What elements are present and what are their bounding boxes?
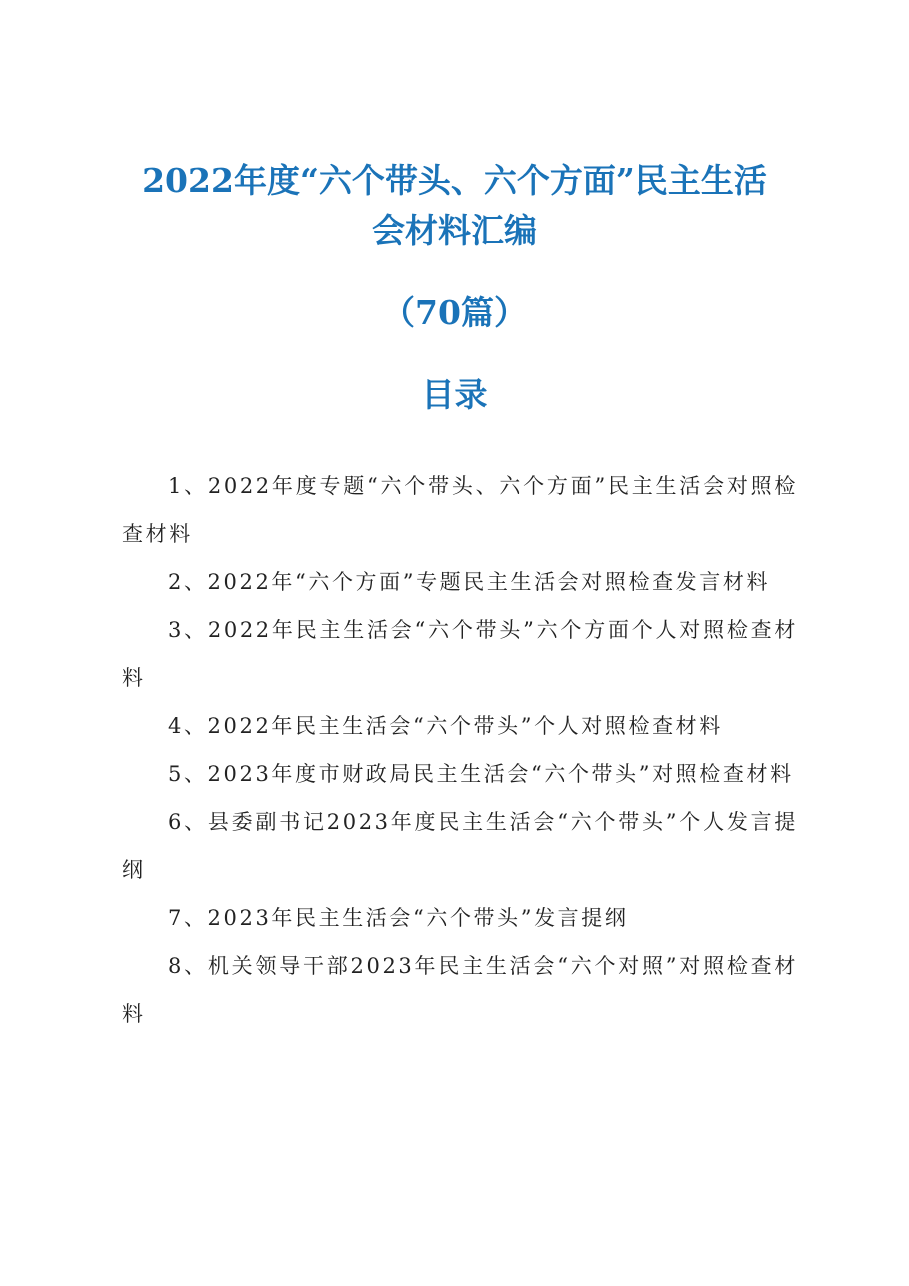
toc-heading: 目录 — [421, 375, 488, 414]
toc-item: 7、2023年民主生活会“六个带头”发言提纲 — [168, 906, 629, 930]
toc-item: 3、2022年民主生活会“六个带头”六个方面个人对照检查材料 — [122, 618, 798, 690]
toc-item: 6、县委副书记2023年度民主生活会“六个带头”个人发言提纲 — [122, 810, 798, 882]
table-of-contents — [122, 462, 798, 1038]
toc-item: 4、2022年民主生活会“六个带头”个人对照检查材料 — [168, 714, 723, 738]
document-subtitle: （70篇） — [382, 293, 527, 332]
toc-item: 1、2022年度专题“六个带头、六个方面”民主生活会对照检查材料 — [122, 474, 798, 546]
document-title-line2: 会材料汇编 — [372, 211, 537, 250]
toc-item: 5、2023年度市财政局民主生活会“六个带头”对照检查材料 — [168, 762, 794, 786]
toc-item: 2、2022年“六个方面”专题民主生活会对照检查发言材料 — [168, 570, 771, 594]
document-title-line1: 2022年度“六个带头、六个方面”民主生活 — [142, 161, 767, 200]
toc-item: 8、机关领导干部2023年民主生活会“六个对照”对照检查材料 — [122, 954, 798, 1026]
